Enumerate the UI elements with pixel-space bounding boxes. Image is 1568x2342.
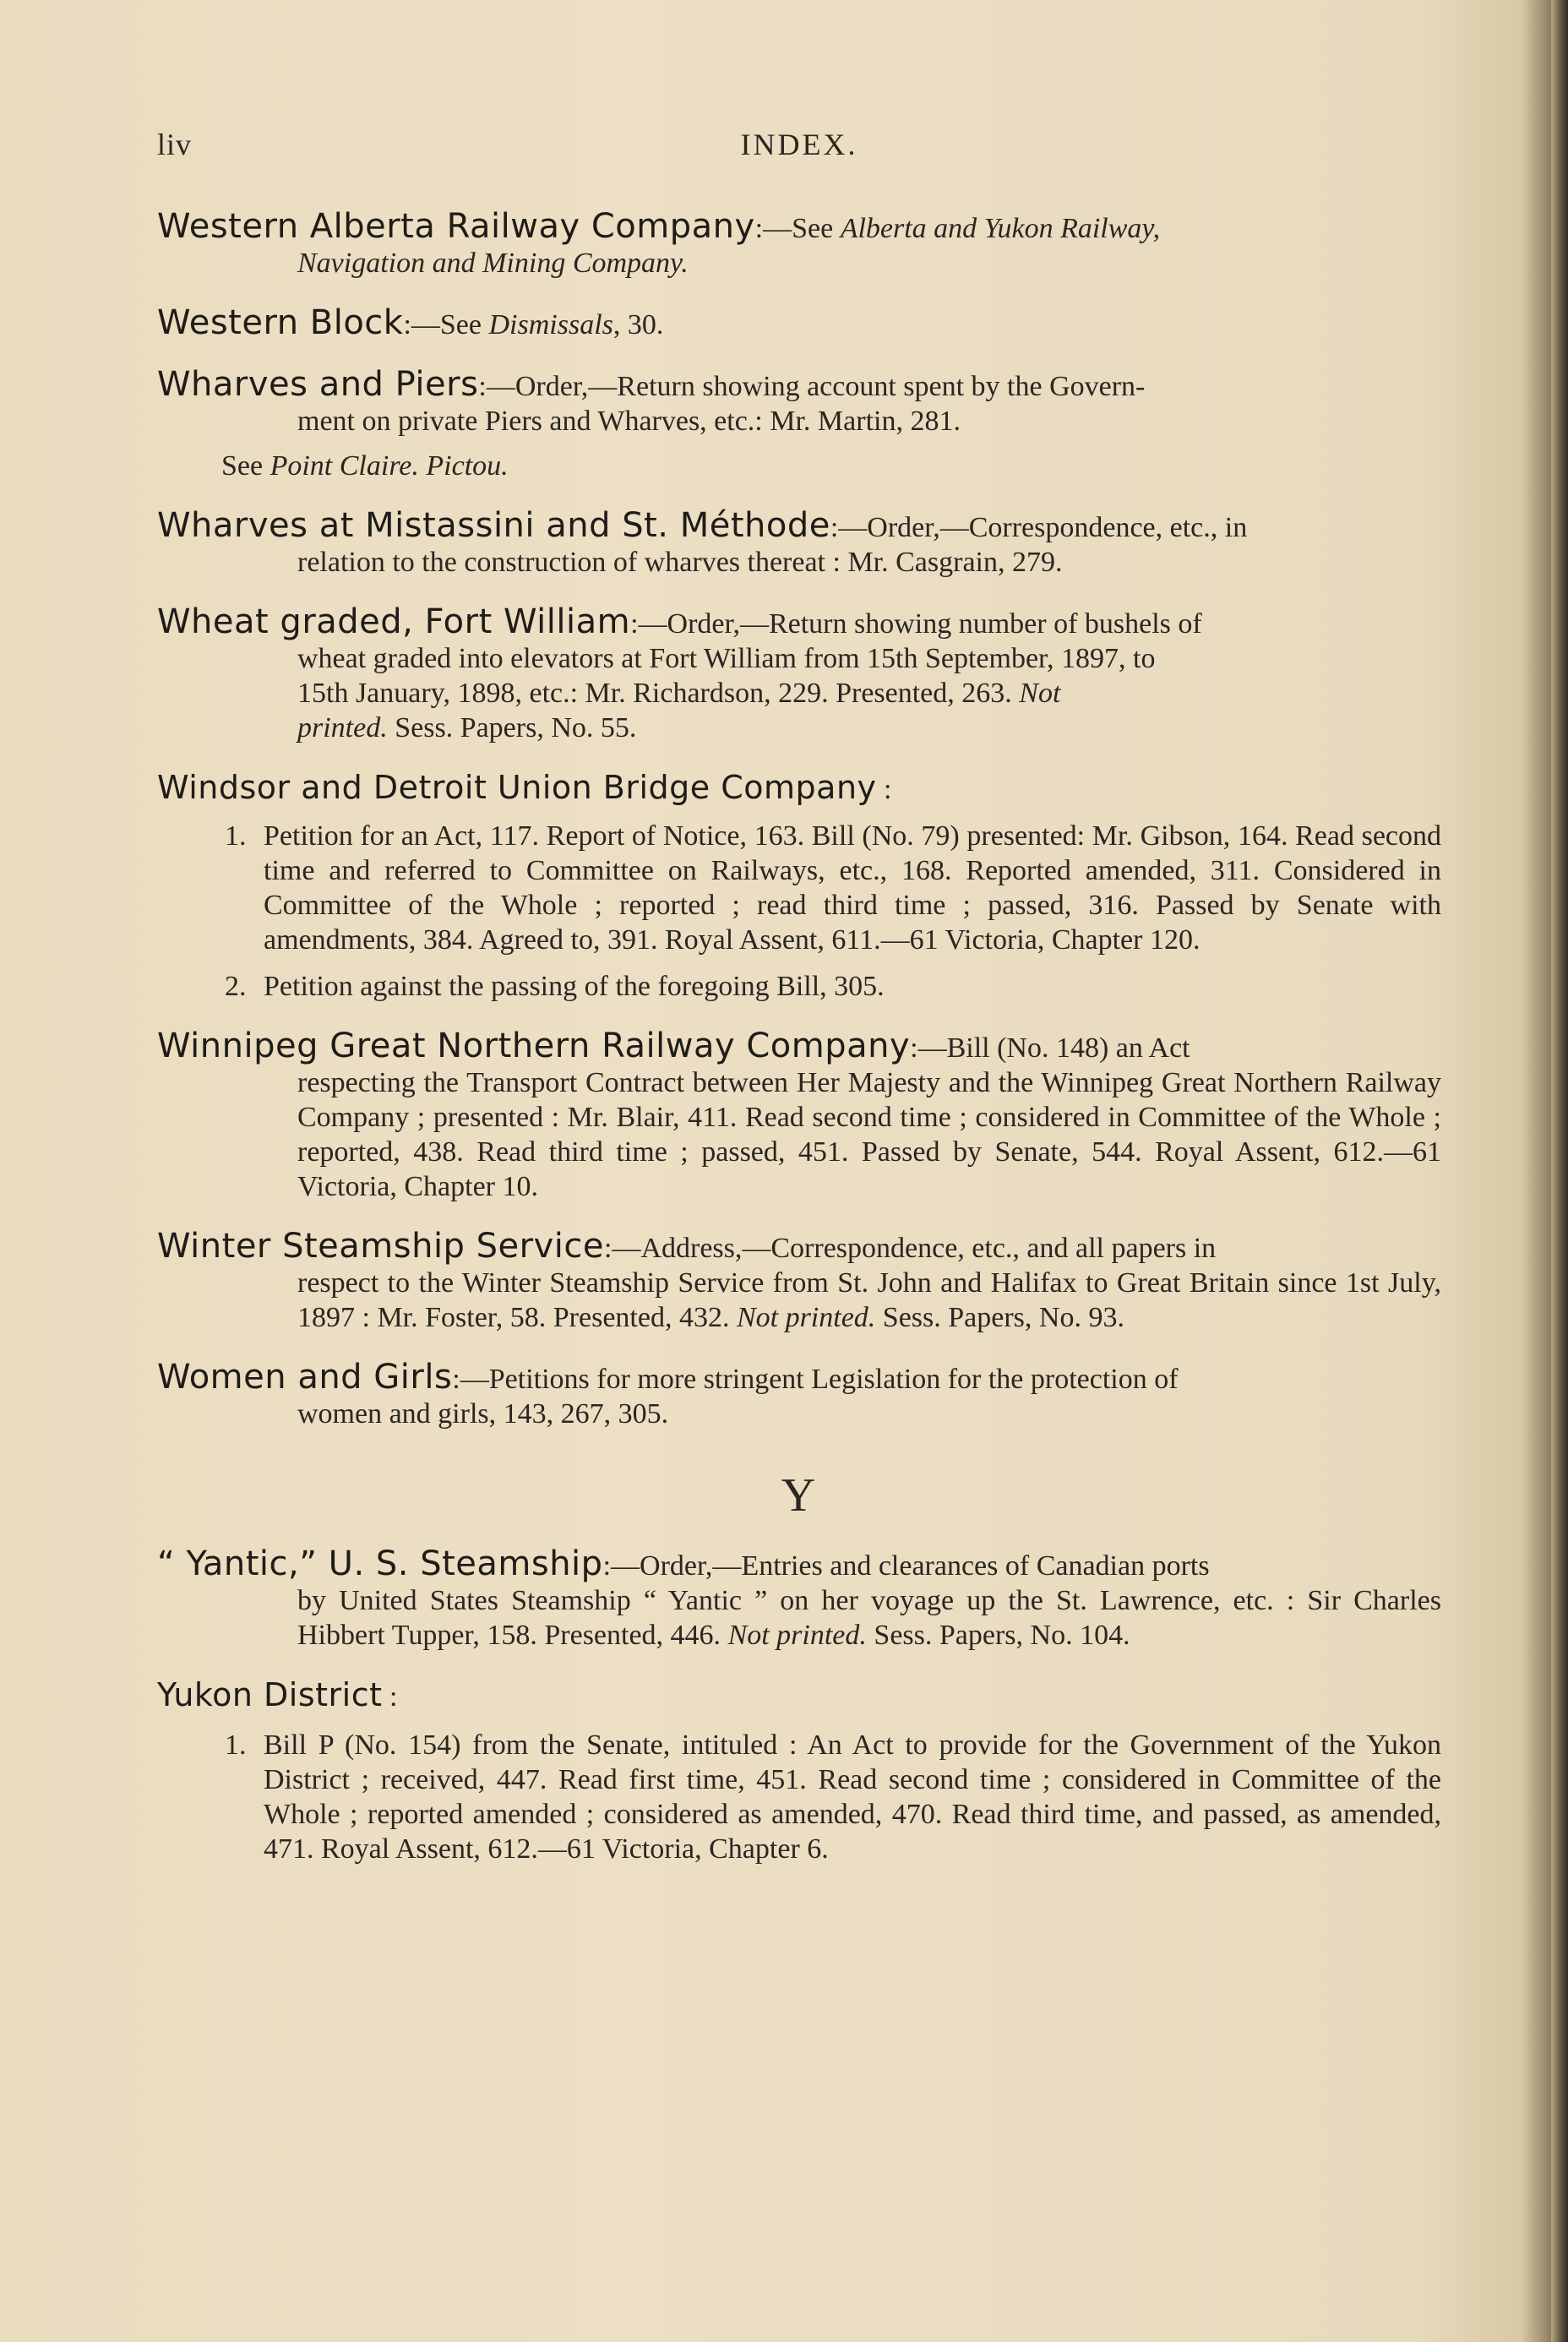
subitem-text: Petition for an Act, 117. Report of Notice, 163. Bill (No. 79) presented: Mr. Gibson, 164. Read second time and referred to Committee on Railways, etc., 168. Reported amended, 311. Considered in Committee of the Whole ; reported ; read third time ; passed, 316. Passed by Senate with amendments, 384. Agreed to, 391. Royal Assent, 611.—61 Victoria, Chapter 120. — [264, 820, 1441, 956]
entry-heading: “ Yantic,” U. S. Steamship — [157, 1544, 603, 1583]
index-entry — [157, 1544, 1441, 1653]
index-entry — [157, 303, 1441, 342]
entry-heading: Wharves at Mistassini and St. Méthode — [157, 506, 830, 545]
subitem-number: 2. — [225, 971, 247, 1002]
entry-note: Not printed. — [727, 1620, 867, 1651]
entry-heading: Yukon District — [157, 1676, 383, 1713]
entry-text-continued: women and girls, 143, 267, 305. — [297, 1398, 669, 1430]
entry-text-continued: 15th January, 1898, etc.: Mr. Richardson, 229. Presented, 263. — [297, 678, 1012, 709]
entry-sess-papers: Sess. Papers, No. 93. — [882, 1302, 1124, 1333]
entry-reference: Dismissals — [488, 309, 613, 340]
entry-reference-continued: Navigation and Mining Company. — [297, 248, 689, 279]
subitem-text: Petition against the passing of the foregoing Bill, 305. — [264, 971, 885, 1002]
entry-subitem — [157, 969, 1441, 1004]
entry-heading: Western Alberta Railway Company — [157, 207, 755, 246]
see-also-line — [157, 449, 1441, 483]
entry-heading: Windsor and Detroit Union Bridge Company — [157, 769, 877, 806]
index-entry — [157, 1229, 1441, 1335]
index-entry — [157, 506, 1441, 580]
page-edge-shadow — [1551, 0, 1568, 2342]
page-number: liv — [157, 128, 193, 161]
entry-text-continued: ment on private Piers and Wharves, etc.: Mr. Martin, 281. — [297, 406, 961, 437]
index-entry — [157, 365, 1441, 438]
entry-text: :—Petitions for more stringent Legislation for the protection of — [452, 1364, 1179, 1395]
index-entry — [157, 207, 1441, 280]
entry-text-continued: respect to the Winter Steamship Service from St. John and Halifax to Great Britain since 1st July, 1897 : Mr. Foster, 58. Presented, 432. — [297, 1267, 1441, 1333]
index-entry — [157, 602, 1441, 745]
entry-text-continued: relation to the construction of wharves thereat : Mr. Casgrain, 279. — [297, 547, 1063, 578]
entry-text: :—Bill (No. 148) an Act — [910, 1032, 1190, 1064]
entry-heading: Western Block — [157, 303, 404, 342]
subitem-number: 1. — [225, 820, 247, 852]
entry-sess-papers: Sess. Papers, No. 55. — [387, 712, 637, 743]
entry-reference: Alberta and Yukon Railway, — [840, 213, 1161, 244]
entry-text-continued: wheat graded into elevators at Fort William from 15th September, 1897, to — [297, 643, 1156, 674]
entry-subitem — [157, 819, 1441, 957]
entry-note: Not printed. — [736, 1302, 876, 1333]
entry-heading: Women and Girls — [157, 1358, 453, 1397]
entry-note: Not — [1019, 678, 1061, 709]
entry-heading: Wheat graded, Fort William — [157, 602, 631, 641]
entry-text: :—Order,—Return showing account spent by the Govern- — [478, 371, 1146, 402]
entry-text: :—Order,—Entries and clearances of Canadian ports — [602, 1550, 1210, 1582]
entry-note: printed. — [297, 712, 388, 743]
section-letter: Y — [781, 1469, 818, 1522]
entry-heading: Winter Steamship Service — [157, 1227, 604, 1266]
entry-heading: Winnipeg Great Northern Railway Company — [157, 1027, 911, 1065]
page-header — [157, 127, 1441, 169]
index-entry — [157, 1360, 1441, 1431]
entry-page-ref: , 30. — [612, 309, 664, 340]
entry-sess-papers: Sess. Papers, No. 104. — [874, 1620, 1130, 1651]
subitem-number: 1. — [225, 1729, 247, 1761]
entry-text: :—Order,—Correspondence, etc., in — [830, 512, 1248, 543]
entry-separator: : — [382, 1681, 398, 1713]
entry-separator: : — [876, 774, 892, 805]
index-entry — [157, 1029, 1441, 1204]
see-prefix: See — [221, 450, 270, 482]
entry-heading: Wharves and Piers — [157, 365, 479, 404]
index-entry — [157, 771, 1441, 807]
entry-separator: :—See — [754, 213, 841, 244]
entry-text-continued: respecting the Transport Contract between Her Majesty and the Winnipeg Great Northern Railway Company ; presented : Mr. Blair, 411. Read second time ; considered in Committee of the Whole ; reported, 438. Read third time ; passed, 451. Passed by Senate, 544. Royal Assent, 612.—61 Victoria, Chapter 10. — [297, 1067, 1441, 1202]
entry-subitem — [157, 1728, 1441, 1866]
page-title: INDEX. — [740, 128, 858, 161]
see-references: Point Claire. Pictou. — [270, 450, 509, 482]
entry-text-continued: by United States Steamship “ Yantic ” on her voyage up the St. Lawrence, etc. : Sir Charles Hibbert Tupper, 158. Presented, 446. — [297, 1585, 1441, 1651]
index-content — [157, 207, 1441, 1878]
subitem-text: Bill P (No. 154) from the Senate, intituled : An Act to provide for the Government of the Yukon District ; received, 447. Read first time, 451. Read second time ; considered in Committee of the Whole ; reported amended ; considered as amended, 470. Read third time, and passed, as amended, 471. Royal Assent, 612.—61 Victoria, Chapter 6. — [264, 1729, 1441, 1865]
entry-text: :—Address,—Correspondence, etc., and all papers in — [604, 1233, 1217, 1264]
entry-text: :—Order,—Return showing number of bushels of — [630, 608, 1202, 640]
entry-separator: :—See — [403, 309, 489, 340]
index-entry — [157, 1678, 1441, 1714]
